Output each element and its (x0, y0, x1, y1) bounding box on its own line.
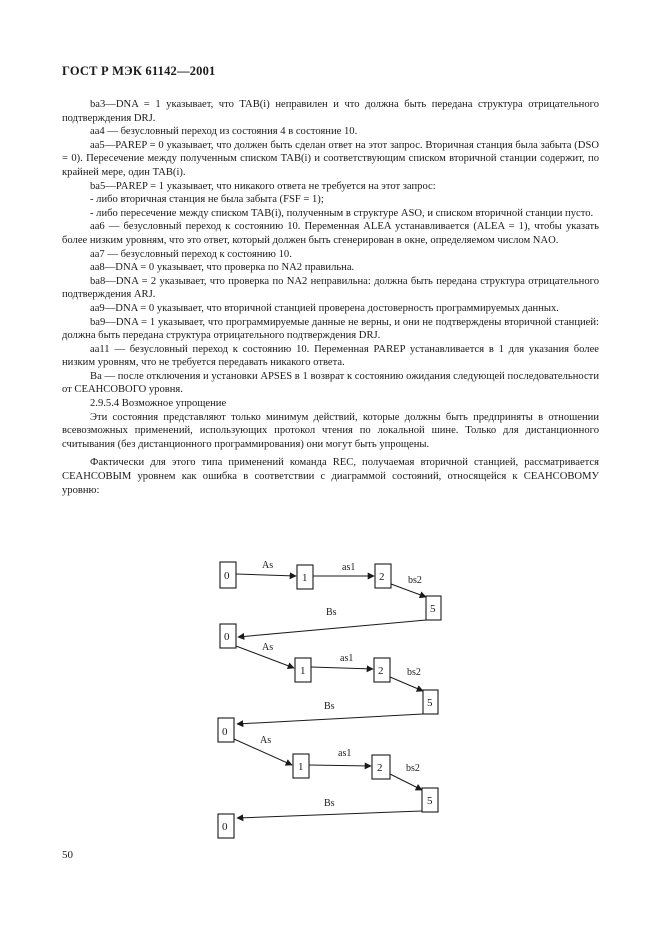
transition-arrow-As (236, 574, 296, 576)
state-label-2: 2 (379, 571, 385, 583)
transition-label-bs2: bs2 (408, 575, 422, 586)
transition-arrow-Bs (238, 620, 426, 637)
paragraph-aa7: aa7 — безусловный переход к состоянию 10. (90, 248, 292, 260)
transition-label-bs2: bs2 (407, 667, 421, 678)
transition-label-as1: as1 (340, 653, 354, 664)
document-header: ГОСТ Р МЭК 61142—2001 (62, 64, 216, 78)
transition-arrow-bs2 (390, 677, 423, 691)
state-diagram (200, 552, 460, 842)
paragraph-aa11: aa11 — безусловный переход к состоянию 10. Переменная PAREP устанавливается в 1 для указания более низким уровням, что не требуется передавать никакого ответа. (62, 343, 599, 369)
transition-label-bs2: bs2 (406, 763, 420, 774)
transition-label-As: As (262, 560, 274, 571)
state-label-5: 5 (430, 603, 436, 615)
state-label-5: 5 (427, 795, 433, 807)
paragraph-aa9: aa9—DNA = 0 указывает, что вторичной станцией проверена достоверность программируемых данных. (90, 302, 559, 314)
transition-label-Bs: Bs (326, 607, 337, 618)
paragraph-simplification: Эти состояния представляют только минимум действий, которые должны быть предприняты в отношении всевозможных применений, использующих протокол чтения по локальной шине. Только для дистанционного считывания (без дистанционного программирования) они могут быть упрощены. (62, 411, 599, 450)
paragraph-ba5-item-1: - либо вторичная станция не была забыта (FSF = 1); (90, 194, 324, 206)
state-label-1: 1 (302, 572, 308, 584)
state-label-1: 1 (298, 761, 304, 773)
state-label-1: 1 (300, 665, 306, 677)
paragraph-Ba: Ba — после отключения и установки APSES в 1 возврат к состоянию ожидания следующей последовательности от СЕАНСОВОГО уровня. (62, 370, 599, 396)
transition-label-as1: as1 (338, 748, 352, 759)
state-label-2: 2 (378, 665, 384, 677)
page-number: 50 (62, 849, 73, 861)
state-label-0: 0 (222, 821, 228, 833)
paragraph-ba8: ba8—DNA = 2 указывает, что проверка по NA2 неправильна: должна быть передана структура отрицательного подтверждения ARJ. (62, 275, 599, 301)
paragraph-aa5: aa5—PAREP = 0 указывает, что должен быть сделан ответ на этот запрос. Вторичная станция была забыта (DSO = 0). Пересечение между полученным списком TAB(i) и соответствующим списком вторичной станции содержит, по крайней мере, один TAB(i). (62, 139, 599, 178)
transition-label-Bs: Bs (324, 798, 335, 809)
paragraph-ba9: ba9—DNA = 1 указывает, что программируемые данные не верны, и они не подтверждены вторичной станцией: должна быть передана структура отрицательного подтверждения DRJ. (62, 316, 599, 342)
diagram-row-2 (220, 624, 438, 724)
paragraph-ba5: ba5—PAREP = 1 указывает, что никакого ответа не требуется на этот запрос: (90, 180, 436, 192)
paragraph-ba3: ba3—DNA = 1 указывает, что TAB(i) неправилен и что должна быть передана структура отрицательного подтверждения DRJ. (62, 99, 599, 124)
transition-label-Bs: Bs (324, 701, 335, 712)
transition-arrow-bs2 (390, 774, 422, 790)
paragraph-aa8: aa8—DNA = 0 указывает, что проверка по NA2 правильна. (90, 262, 355, 274)
section-heading-2-9-5-4: 2.9.5.4 Возможное упрощение (90, 398, 227, 410)
transition-arrow-as1 (311, 667, 373, 669)
document-body (62, 98, 599, 497)
diagram-row-3 (218, 718, 438, 838)
transition-arrow-Bs (237, 714, 423, 724)
paragraph-aa6: aa6 — безусловный переход к состоянию 10. Переменная ALEA устанавливается (ALEA = 1), чтобы указать более низким уровням, что это ответ, который должен быть сгенерирован в окне, определяемом числом NAO. (62, 221, 599, 246)
transition-label-As: As (260, 735, 272, 746)
paragraph-rec-command: Фактически для этого типа применений команда REC, получаемая вторичной станцией, рассматривается СЕАНСОВЫМ уровнем как ошибка в соответствии с диаграммой состояний, относящейся к СЕАНСОВОМУ уровню: (62, 457, 599, 496)
paragraph-aa4: aa4 — безусловный переход из состояния 4 в состояние 10. (90, 126, 358, 138)
diagram-row-1 (220, 560, 441, 637)
state-label-0: 0 (224, 631, 230, 643)
transition-arrow-Bs (237, 811, 422, 818)
transition-label-as1: as1 (342, 562, 356, 573)
paragraph-ba5-item-2: - либо пересечение между списком TAB(i), полученным в структуре ASO, и списком вторичной станции пусто. (90, 207, 594, 219)
state-label-2: 2 (377, 762, 383, 774)
state-label-5: 5 (427, 697, 433, 709)
transition-arrow-as1 (309, 765, 371, 766)
state-label-0: 0 (222, 726, 228, 738)
transition-label-As: As (262, 642, 274, 653)
state-label-0: 0 (224, 570, 230, 582)
